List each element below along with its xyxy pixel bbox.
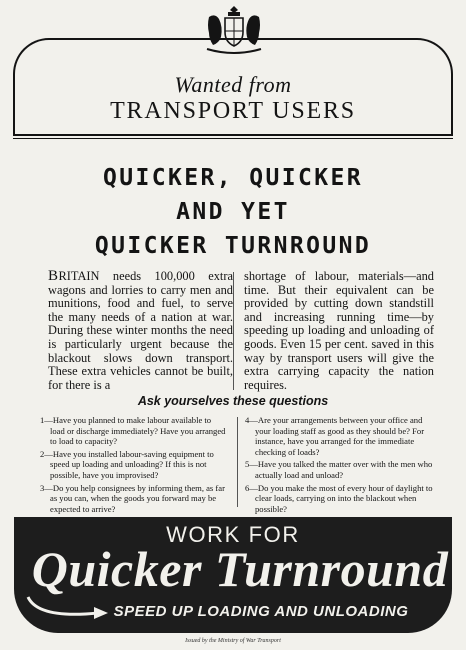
speed-up-slogan: SPEED UP LOADING AND UNLOADING: [113, 603, 409, 620]
questions-divider: [237, 417, 238, 507]
headline-line-1: QUICKER, QUICKER: [103, 165, 363, 191]
header-rule: [13, 134, 453, 136]
transport-users: TRANSPORT USERS: [110, 98, 356, 124]
wanted-from: Wanted from: [174, 72, 292, 97]
questions-right: [245, 415, 435, 516]
question-4: 4—Are your arrangements between your office and your loading staff as good as they should be? For instance, have you arranged for the immediate checking of loads?: [245, 415, 425, 457]
body-column-right: [244, 270, 434, 392]
headline-line-2: AND YET: [176, 199, 290, 225]
questions-heading: Ask yourselves these questions: [137, 394, 329, 408]
footer-banner: [14, 517, 452, 633]
question-6: 6—Do you make the most of every hour of daylight to clear loads, carrying on into the blackout when possible?: [245, 482, 433, 514]
question-3: 3—Do you help consignees by informing them, as far as you can, when the goods you forward may be expected to arrive?: [40, 482, 225, 514]
question-2: 2—Have you installed labour-saving equipment to speed up loading and unloading? If this is not possible, have you improvised?: [40, 448, 214, 480]
headline-line-3: QUICKER TURNROUND: [94, 233, 372, 259]
questions-left: [40, 415, 228, 516]
column-divider: [233, 272, 234, 390]
work-for: WORK FOR: [166, 522, 300, 547]
header-rule-thin: [13, 138, 453, 139]
issued-by-credit: Issued by the Ministry of War Transport: [185, 638, 281, 644]
quicker-turnround-script: Quicker Turnround: [31, 541, 449, 597]
question-1: 1—Have you planned to make labour available to load or discharge immediately? Have you arranged to load to capacity?: [40, 415, 226, 447]
body-column-left: [48, 270, 233, 392]
body-text-right: shortage of labour, materials—and time. But their equivalent can be provided by cutting down standstill and increasing running time—by speeding up loading and unloading of goods. Even 15 per cent. saved in this way by transport users will give the extra carrying capacity the nation requires.: [244, 269, 434, 392]
drop-cap: B: [48, 268, 59, 284]
body-text-left: RITAIN needs 100,000 extra wagons and lorries to carry men and munitions, food and fuel, to serve the many needs of a nation at war. During these winter months the need is particularly urgent because the blackout slows down transport. These extra vehicles cannot be built, for there is a: [48, 269, 233, 392]
question-5: 5—Have you talked the matter over with the men who actually load and unload?: [245, 459, 433, 480]
